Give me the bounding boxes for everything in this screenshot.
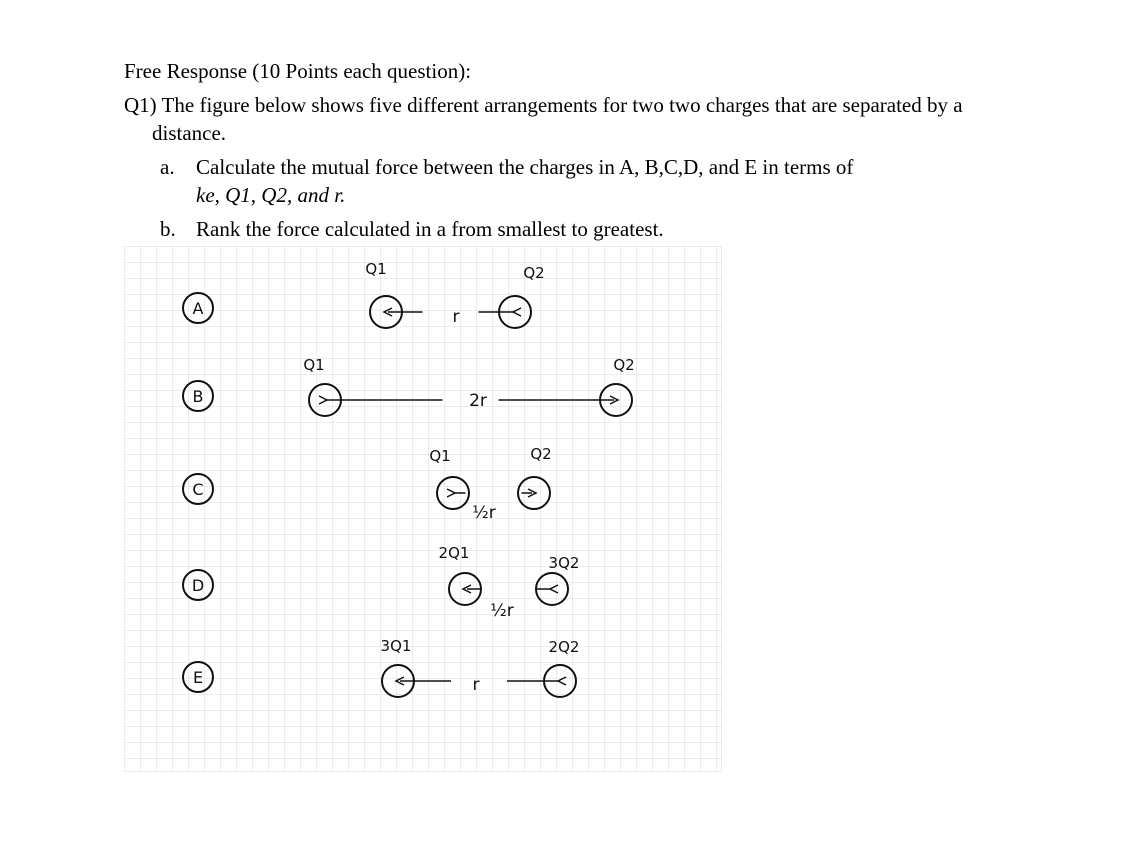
right-charge-label: 2Q2 — [548, 638, 580, 656]
part-b-marker: b. — [160, 217, 176, 241]
part-a-text: Calculate the mutual force between the charges in A, B,C,D, and E in terms of — [196, 155, 854, 179]
charge-arrangements-figure — [124, 246, 722, 772]
question-text: The figure below shows five different arrangements for two two charges that are separated by a — [161, 93, 963, 117]
question-number: Q1) — [124, 93, 157, 117]
separation-label: ½r — [490, 601, 514, 621]
part-b-text: Rank the force calculated in a from smallest to greatest. — [196, 217, 664, 241]
question-line-1 — [124, 92, 963, 118]
left-charge-label: 2Q1 — [438, 544, 470, 562]
left-charge-label: Q1 — [429, 447, 451, 465]
row-label-c: C — [192, 480, 204, 499]
row-label-a: A — [192, 299, 204, 318]
grid-background — [124, 246, 722, 772]
left-charge-label: 3Q1 — [380, 637, 412, 655]
separation-label: 2r — [469, 391, 487, 411]
question-line-2: distance. — [152, 121, 227, 145]
right-charge-label: 3Q2 — [548, 554, 580, 572]
right-charge-label: Q2 — [613, 356, 635, 374]
left-charge-label: Q1 — [303, 356, 325, 374]
right-charge-label: Q2 — [523, 264, 545, 282]
left-charge-label: Q1 — [365, 260, 387, 278]
row-label-b: B — [192, 387, 204, 406]
part-a-marker: a. — [160, 155, 175, 179]
separation-label: r — [472, 675, 480, 695]
part-a-math: ke, Q1, Q2, and r. — [196, 183, 346, 207]
right-charge-label: Q2 — [530, 445, 552, 463]
separation-label: r — [452, 307, 460, 327]
row-label-d: D — [191, 576, 205, 595]
section-title: Free Response (10 Points each question): — [124, 59, 472, 83]
row-label-e: E — [192, 668, 204, 687]
separation-label: ½r — [472, 503, 496, 523]
